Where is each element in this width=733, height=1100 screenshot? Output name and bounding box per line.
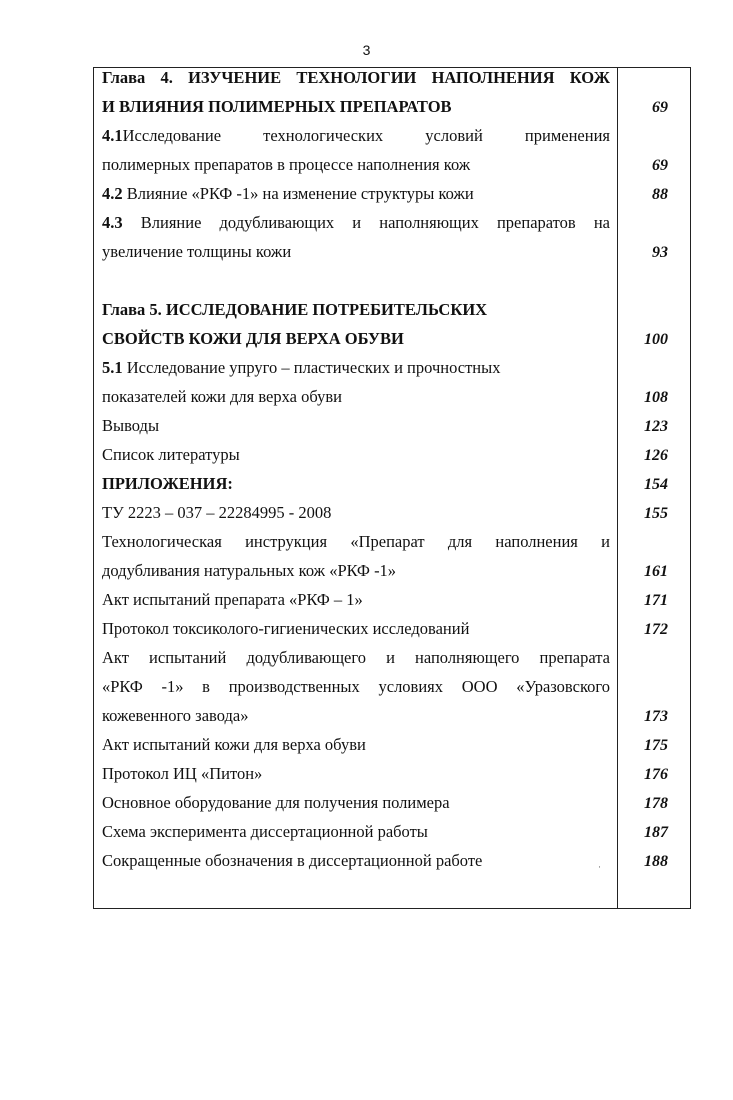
toc-appendix-act-leather-page: 175 — [644, 737, 668, 754]
toc-section-4-3-line-2: увеличение толщины кожи — [102, 242, 292, 261]
toc-section-5-1-line-2: показателей кожи для верха обуви — [102, 387, 342, 406]
toc-appendix-toxicology-protocol-page: 172 — [644, 621, 668, 638]
toc-appendix-instruction-line-1: Технологическая инструкция «Препарат для наполнения и — [102, 532, 610, 551]
toc-section-4-3-text: Влияние додубливающих и наполняющих препаратов на — [122, 213, 610, 232]
toc-appendix-instruction-page: 161 — [644, 563, 668, 580]
toc-chapter-5-title-line-1: Глава 5. ИССЛЕДОВАНИЕ ПОТРЕБИТЕЛЬСКИХ — [102, 300, 488, 319]
toc-references-page: 126 — [644, 447, 668, 464]
toc-appendix-toxicology-protocol: Протокол токсиколого-гигиенических исследований — [102, 619, 470, 638]
toc-appendix-experiment-scheme: Схема эксперимента диссертационной работы — [102, 822, 428, 841]
toc-appendix-act-production-page: 173 — [644, 708, 668, 725]
toc-chapter-4-title-line-2: И ВЛИЯНИЯ ПОЛИМЕРНЫХ ПРЕПАРАТОВ — [102, 97, 452, 116]
toc-section-4-1-number: 4.1 — [102, 126, 123, 145]
toc-appendix-tu-page: 155 — [644, 505, 668, 522]
toc-section-4-3-page: 93 — [652, 244, 668, 261]
toc-section-4-1-text: Исследование технологических условий применения — [122, 126, 610, 145]
toc-appendix-tu: ТУ 2223 – 037 – 22284995 - 2008 — [102, 503, 332, 522]
toc-appendix-abbreviations: Сокращенные обозначения в диссертационной работе — [102, 851, 483, 870]
toc-section-4-3-line-1 — [102, 213, 610, 233]
toc-chapter-4-title-line-1: Глава 4. ИЗУЧЕНИЕ ТЕХНОЛОГИИ НАПОЛНЕНИЯ КОЖ — [102, 68, 610, 87]
toc-section-4-2-text: Влияние «РКФ -1» на изменение структуры кожи — [122, 184, 474, 203]
toc-appendix-abbreviations-page: 188 — [644, 853, 668, 870]
toc-appendix-act-preparation-page: 171 — [644, 592, 668, 609]
toc-section-5-1-text: Исследование упруго – пластических и прочностных — [122, 358, 501, 377]
toc-appendix-equipment: Основное оборудование для получения полимера — [102, 793, 450, 812]
toc-appendix-equipment-page: 178 — [644, 795, 668, 812]
toc-appendix-instruction-line-2: додубливания натуральных кож «РКФ -1» — [102, 561, 397, 580]
toc-chapter-5-title-line-2: СВОЙСТВ КОЖИ ДЛЯ ВЕРХА ОБУВИ — [102, 329, 404, 348]
toc-section-4-3-number: 4.3 — [102, 213, 123, 232]
toc-section-5-1-page: 108 — [644, 389, 668, 406]
page-number: 3 — [362, 42, 371, 58]
toc-section-5-1-number: 5.1 — [102, 358, 123, 377]
toc-section-4-2-page: 88 — [652, 186, 668, 203]
toc-appendix-act-preparation: Акт испытаний препарата «РКФ – 1» — [102, 590, 363, 609]
toc-chapter-5-page: 100 — [644, 331, 668, 348]
toc-appendices-heading: ПРИЛОЖЕНИЯ: — [102, 474, 233, 493]
toc-chapter-4-page: 69 — [652, 99, 668, 116]
toc-conclusions-page: 123 — [644, 418, 668, 435]
toc-appendices-page: 154 — [644, 476, 668, 493]
toc-section-5-1-line-1 — [102, 358, 610, 378]
page-column-divider — [617, 67, 618, 909]
toc-references: Список литературы — [102, 445, 240, 464]
toc-section-4-1-line-2: полимерных препаратов в процессе наполнения кож — [102, 155, 471, 174]
toc-appendix-act-leather: Акт испытаний кожи для верха обуви — [102, 735, 366, 754]
toc-appendix-experiment-scheme-page: 187 — [644, 824, 668, 841]
toc-section-4-1-line-1 — [102, 126, 610, 146]
toc-appendix-act-production-line-1: Акт испытаний додубливающего и наполняющего препарата — [102, 648, 610, 667]
toc-appendix-act-production-line-3: кожевенного завода» — [102, 706, 249, 725]
toc-section-4-2-line — [102, 184, 610, 204]
toc-appendix-act-production-line-2: «РКФ -1» в производственных условиях ООО «Уразовского — [102, 677, 610, 696]
scan-speck: · — [598, 862, 601, 872]
toc-appendix-piton-protocol: Протокол ИЦ «Питон» — [102, 764, 263, 783]
toc-conclusions: Выводы — [102, 416, 160, 435]
toc-appendix-piton-protocol-page: 176 — [644, 766, 668, 783]
toc-section-4-2-number: 4.2 — [102, 184, 123, 203]
toc-section-4-1-page: 69 — [652, 157, 668, 174]
